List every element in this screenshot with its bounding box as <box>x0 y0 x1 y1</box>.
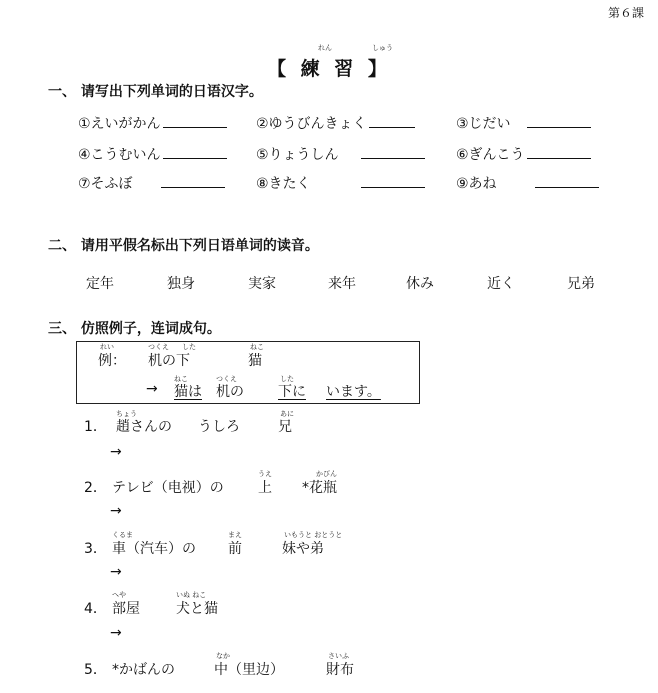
example-answer-part-2: 机の <box>216 384 244 400</box>
q5-word-b: 中（里边） <box>214 662 284 678</box>
kanji-question-6: ⑥ぎんこう <box>456 144 591 164</box>
vocab-word: 実家 <box>248 276 276 292</box>
kanji-question-9: ⑨あね <box>456 173 599 193</box>
answer-blank[interactable] <box>369 126 415 128</box>
example-answer-part-1: 猫は <box>174 384 202 400</box>
q5-number: 5． <box>84 662 107 678</box>
q4-number: 4． <box>84 601 107 617</box>
example-ruby-shita-2: した <box>280 375 294 383</box>
answer-blank[interactable] <box>535 186 599 188</box>
page-title: 【 練 習 】 <box>267 58 391 80</box>
title-ruby-ren: れん <box>318 44 332 52</box>
q2-word-b: 上 <box>258 480 272 496</box>
q1-word-a: 趙さんの <box>116 419 172 435</box>
example-ruby-rei: れい <box>100 343 114 351</box>
kanji-question-4: ④こうむいん <box>78 144 227 164</box>
example-word-1: 机の下 <box>148 353 190 369</box>
q2-ruby-b: うえ <box>258 470 272 478</box>
q1-number: 1． <box>84 419 107 435</box>
q3-word-b: 前 <box>228 541 242 557</box>
vocab-word: 定年 <box>86 276 114 292</box>
q2-ruby-c: かびん <box>316 470 337 478</box>
title-ruby-shuu: しゅう <box>372 44 393 52</box>
kanji-question-3: ③じだい <box>456 113 591 133</box>
example-ruby-shita: した <box>182 343 196 351</box>
section2-heading: 二、 请用平假名标出下列日语单词的读音。 <box>48 238 319 254</box>
example-answer-part-3: 下に <box>278 384 306 400</box>
lesson-label: 第６課 <box>607 6 644 20</box>
q5-word-a: *かばんの <box>112 662 175 678</box>
q1-word-b: うしろ <box>198 419 240 435</box>
answer-blank[interactable] <box>527 126 591 128</box>
kanji-question-5: ⑤りょうしん <box>256 144 425 164</box>
q2-answer-arrow: → <box>110 503 122 519</box>
q3-ruby-b: まえ <box>228 531 242 539</box>
answer-blank[interactable] <box>527 157 591 159</box>
q4-answer-arrow: → <box>110 625 122 641</box>
q5-word-c: 財布 <box>326 662 354 678</box>
vocab-word: 兄弟 <box>567 276 595 292</box>
example-label: 例： <box>98 353 126 369</box>
answer-blank[interactable] <box>361 157 425 159</box>
q3-word-c: 妹や弟 <box>282 541 324 557</box>
answer-blank[interactable] <box>161 186 225 188</box>
q3-number: 3． <box>84 541 107 557</box>
example-ruby-neko-2: ねこ <box>174 375 188 383</box>
example-arrow: → <box>146 381 158 397</box>
vocab-word: 近く <box>487 276 515 292</box>
q2-word-c: *花瓶 <box>302 480 337 496</box>
example-ruby-neko: ねこ <box>250 343 264 351</box>
example-word-2: 猫 <box>248 353 262 369</box>
section3-heading: 三、 仿照例子，连词成句。 <box>48 321 221 337</box>
vocab-word: 独身 <box>167 276 195 292</box>
q4-word-b: 犬と猫 <box>176 601 218 617</box>
q1-answer-arrow: → <box>110 444 122 460</box>
q2-number: 2． <box>84 480 107 496</box>
answer-blank[interactable] <box>163 157 227 159</box>
vocab-word: 来年 <box>328 276 356 292</box>
answer-blank[interactable] <box>163 126 227 128</box>
example-ruby-tsukue-2: つくえ <box>216 375 237 383</box>
q1-word-c: 兄 <box>278 419 292 435</box>
kanji-question-1: ①えいがかん <box>78 113 227 133</box>
kanji-question-2: ②ゆうびんきょく <box>256 113 415 133</box>
q2-word-a: テレビ（电视）の <box>112 480 224 496</box>
q3-ruby-c: いもうと おとうと <box>284 531 343 539</box>
example-answer-part-4: います。 <box>326 384 381 400</box>
q4-ruby-a: へや <box>112 591 126 599</box>
q3-word-a: 車（汽车）の <box>112 541 196 557</box>
section1-heading: 一、 请写出下列单词的日语汉字。 <box>48 84 263 100</box>
kanji-question-7: ⑦そふぼ <box>78 173 225 193</box>
q5-ruby-c: さいふ <box>328 652 349 660</box>
q1-ruby-a: ちょう <box>116 410 137 418</box>
q3-answer-arrow: → <box>110 564 122 580</box>
q4-ruby-b: いぬ ねこ <box>176 591 207 599</box>
q3-ruby-a: くるま <box>112 531 133 539</box>
q5-ruby-b: なか <box>216 652 230 660</box>
kanji-question-8: ⑧きたく <box>256 173 425 193</box>
q4-word-a: 部屋 <box>112 601 140 617</box>
answer-blank[interactable] <box>361 186 425 188</box>
example-ruby-tsukue: つくえ <box>148 343 169 351</box>
vocab-word: 休み <box>406 276 434 292</box>
q1-ruby-c: あに <box>280 410 294 418</box>
